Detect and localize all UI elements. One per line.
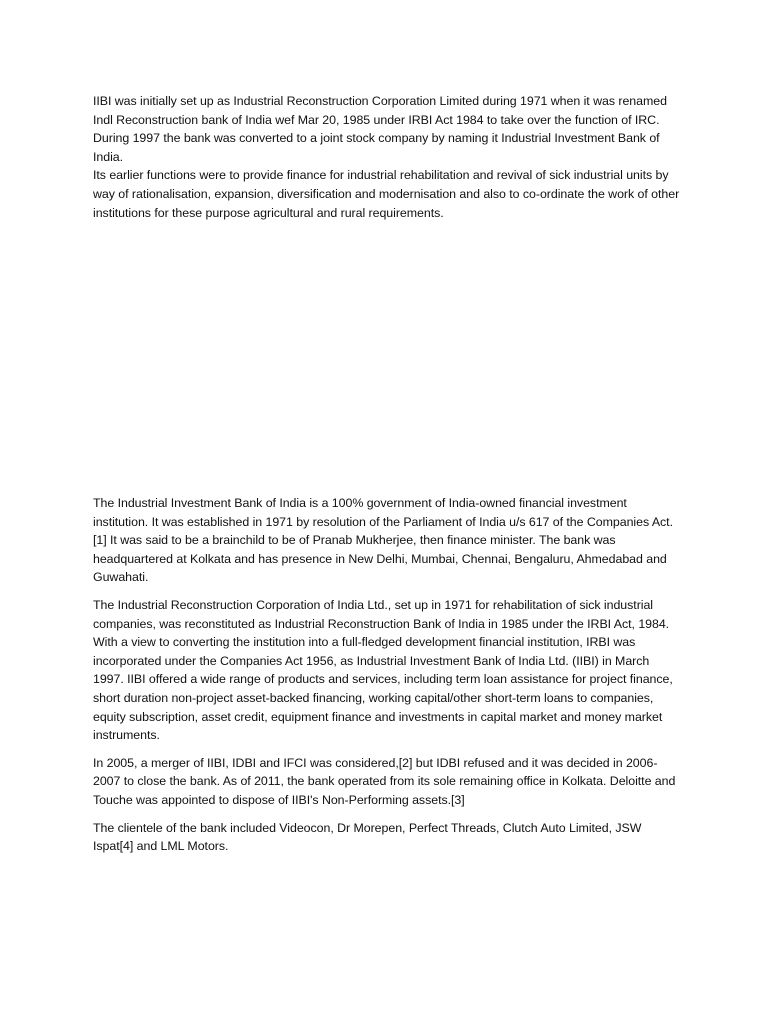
paragraph-merger-closure: In 2005, a merger of IIBI, IDBI and IFCI was considered,[2] but IDBI refused and it was decided in 2006-2007 to close the bank. As of 2011, the bank operated from its sole remaining office in Kolkata. Deloitte and Touche was appointed to dispose of IIBI's Non-Performing assets.[3] bbox=[93, 755, 676, 807]
paragraph-bank-overview: The Industrial Investment Bank of India is a 100% government of India-owned financial investment institution. It was established in 1971 by resolution of the Parliament of India u/s 617 of the Companies Act.[1] It was said to be a brainchild to be of Pranab Mukherjee, then finance minister. The bank was headquartered at Kolkata and has presence in New Delhi, Mumbai, Chennai, Bengaluru, Ahmedabad and Guwahati. bbox=[93, 496, 673, 585]
top-text-section bbox=[93, 92, 683, 222]
paragraph-iibi-history: IIBI was initially set up as Industrial Reconstruction Corporation Limited during 1971 when it was renamed Indl Reconstruction bank of India wef Mar 20, 1985 under IRBI Act 1984 to take over the function of IRC. During 1997 the bank was converted to a joint stock company by naming it Industrial Investment Bank of India. bbox=[93, 94, 667, 164]
paragraph-earlier-functions: Its earlier functions were to provide finance for industrial rehabilitation and revival of sick industrial units by way of rationalisation, expansion, diversification and modernisation and also to co-ordinate the work of other institutions for these purpose agricultural and rural requirements. bbox=[93, 168, 680, 220]
paragraph-reconstruction-history: The Industrial Reconstruction Corporation of India Ltd., set up in 1971 for rehabilitation of sick industrial companies, was reconstituted as Industrial Reconstruction Bank of India in 1985 under the IRBI Act, 1984. With a view to converting the institution into a full-fledged development financial institution, IRBI was incorporated under the Companies Act 1956, as Industrial Investment Bank of India Ltd. (IIBI) in March 1997. IIBI offered a wide range of products and services, including term loan assistance for project finance, short duration non-project asset-backed financing, working capital/other short-term loans to companies, equity subscription, asset credit, equipment finance and investments in capital market and money market instruments. bbox=[93, 597, 673, 743]
bottom-text-section bbox=[93, 494, 683, 865]
paragraph-clientele: The clientele of the bank included Videocon, Dr Morepen, Perfect Threads, Clutch Auto Limited, JSW Ispat[4] and LML Motors. bbox=[93, 820, 642, 854]
